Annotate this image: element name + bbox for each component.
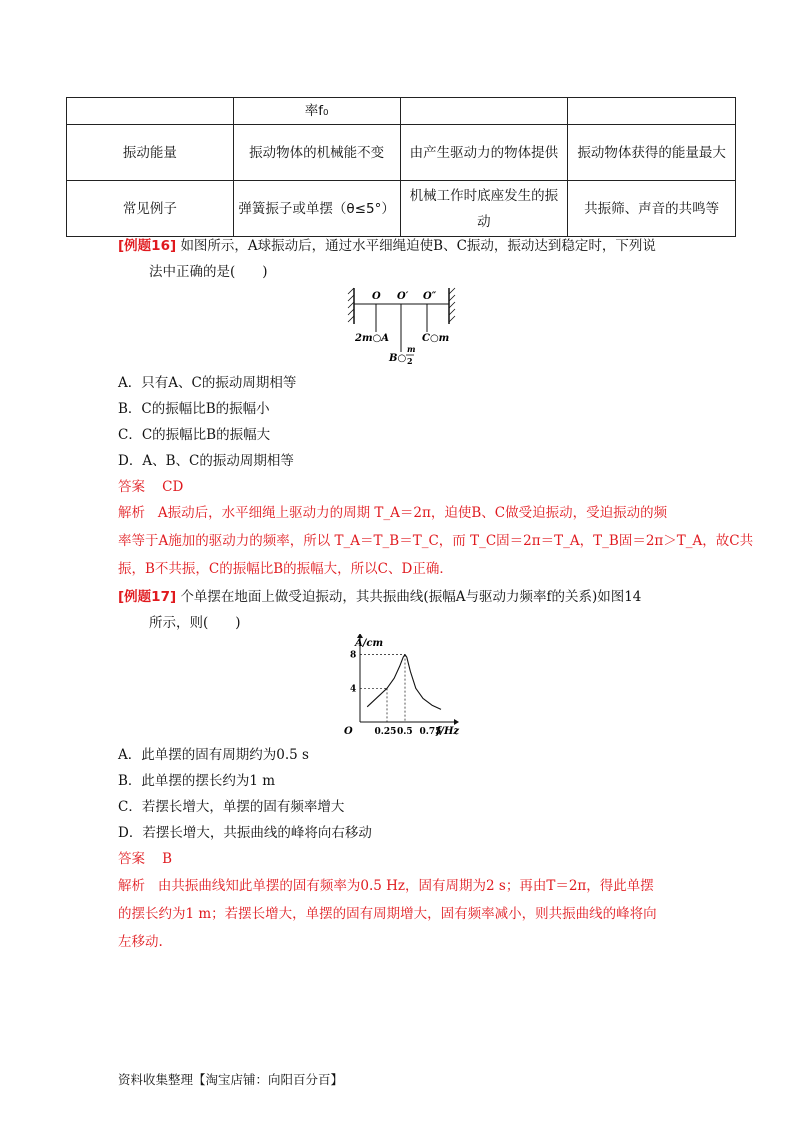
pendulum-figure bbox=[345, 284, 460, 370]
table-cell: 振动物体的机械能不变 bbox=[233, 125, 400, 181]
table-cell: 率f₀ bbox=[233, 98, 400, 125]
table-cell: 共振筛、声音的共鸣等 bbox=[568, 181, 736, 237]
ex17-option-b: B．此单摆的摆长约为1 m bbox=[118, 773, 276, 789]
x-axis-label: f/Hz bbox=[436, 726, 460, 737]
ex16-option-b: B．C的振幅比B的振幅小 bbox=[118, 401, 270, 417]
y-axis-label: A/cm bbox=[355, 638, 384, 649]
origin-label: O bbox=[344, 726, 353, 737]
table-cell bbox=[400, 98, 568, 125]
resonance-curve bbox=[367, 655, 441, 710]
ex17-analysis-3: 左移动. bbox=[118, 934, 163, 950]
footer-note: 资料收集整理【淘宝店铺：向阳百分百】 bbox=[118, 1072, 344, 1087]
ex16-tag: [例题16] bbox=[118, 238, 177, 254]
table-cell bbox=[67, 98, 234, 125]
table-row bbox=[67, 181, 736, 237]
table-cell: 振动物体获得的能量最大 bbox=[568, 125, 736, 181]
resonance-chart bbox=[340, 634, 465, 742]
ex17-analysis-2: 的摆长约为1 m；若摆长增大，单摆的固有周期增大，固有频率减小，则共振曲线的峰将向 bbox=[118, 906, 657, 922]
ex16-analysis-3: 振，B不共振，C的振幅比B的振幅大，所以C、D正确． bbox=[118, 561, 453, 577]
answer-label: 答案 bbox=[118, 851, 145, 867]
x-tick-label: 0.5 bbox=[397, 727, 413, 737]
table-row bbox=[67, 125, 736, 181]
ex16-stem1: 如图所示，A球振动后，通过水平细绳迫使B、C振动，振动达到稳定时，下列说 bbox=[180, 238, 656, 254]
ex17-tag: [例题17] bbox=[118, 589, 177, 605]
ex17-analysis-1 bbox=[118, 876, 654, 896]
table-row bbox=[67, 98, 736, 125]
ball-b-mass-den: 2 bbox=[407, 356, 413, 366]
answer-value: CD bbox=[162, 479, 184, 495]
ball-a-label: 2m○A bbox=[355, 333, 390, 344]
point-o2-label: O″ bbox=[423, 291, 437, 302]
x-tick-label: 0.75 bbox=[419, 727, 442, 737]
answer-label: 答案 bbox=[118, 479, 145, 495]
ex16-option-d: D．A、B、C的振动周期相等 bbox=[118, 453, 294, 469]
table-cell: 机械工作时底座发生的振动 bbox=[400, 181, 568, 237]
ball-b-label: B○ bbox=[389, 353, 407, 364]
ex17-answer bbox=[118, 849, 172, 869]
point-o-label: O bbox=[372, 291, 381, 302]
analysis-text: A振动后，水平细绳上驱动力的周期 T_A＝2π，迫使B、C做受迫振动，受迫振动的频 bbox=[157, 505, 668, 521]
table-cell: 振动能量 bbox=[67, 125, 234, 181]
y-tick-label: 4 bbox=[350, 684, 357, 695]
ex16-option-c: C．C的振幅比B的振幅大 bbox=[118, 427, 271, 443]
table-cell bbox=[568, 98, 736, 125]
ex16-analysis-2: 率等于A施加的驱动力的频率，所以 T_A＝T_B＝T_C，而 T_C固＝2π＝T_A，T_B固＝2π＞T_A，故C共 bbox=[118, 533, 754, 549]
point-o1-label: O′ bbox=[397, 291, 409, 302]
y-tick-label: 8 bbox=[350, 650, 357, 661]
table-cell: 常见例子 bbox=[67, 181, 234, 237]
ex17-option-c: C．若摆长增大，单摆的固有频率增大 bbox=[118, 799, 345, 815]
comparison-table bbox=[66, 97, 736, 237]
analysis-label: 解析 bbox=[118, 505, 145, 521]
ball-c-label: C○m bbox=[422, 333, 450, 344]
table-cell: 由产生驱动力的物体提供 bbox=[400, 125, 568, 181]
ex16-analysis-1 bbox=[118, 503, 667, 523]
x-axis-arrow bbox=[454, 719, 459, 725]
answer-value: B bbox=[162, 851, 173, 867]
ex17-option-d: D．若摆长增大，共振曲线的峰将向右移动 bbox=[118, 825, 372, 841]
ex17-stem1: 个单摆在地面上做受迫振动，其共振曲线(振幅A与驱动力频率f的关系)如图14 bbox=[180, 589, 642, 605]
analysis-text: 由共振曲线知此单摆的固有频率为0.5 Hz，固有周期为2 s；再由T＝2π，得此单摆 bbox=[157, 878, 654, 894]
x-tick-label: 0.25 bbox=[374, 727, 397, 737]
ex17-stem-line1 bbox=[118, 587, 641, 607]
ex17-option-a: A．此单摆的固有周期约为0.5 s bbox=[118, 747, 309, 763]
ex16-stem-line1 bbox=[118, 236, 656, 256]
ex16-answer bbox=[118, 477, 183, 497]
ball-b-mass-num: m bbox=[407, 344, 416, 354]
ex17-stem2: 所示，则( ) bbox=[149, 615, 241, 631]
ex16-option-a: A．只有A、C的振动周期相等 bbox=[118, 375, 297, 391]
analysis-label: 解析 bbox=[118, 878, 145, 894]
ex16-stem2: 法中正确的是( ) bbox=[149, 264, 268, 280]
table-cell: 弹簧振子或单摆（θ≤5°） bbox=[233, 181, 400, 237]
